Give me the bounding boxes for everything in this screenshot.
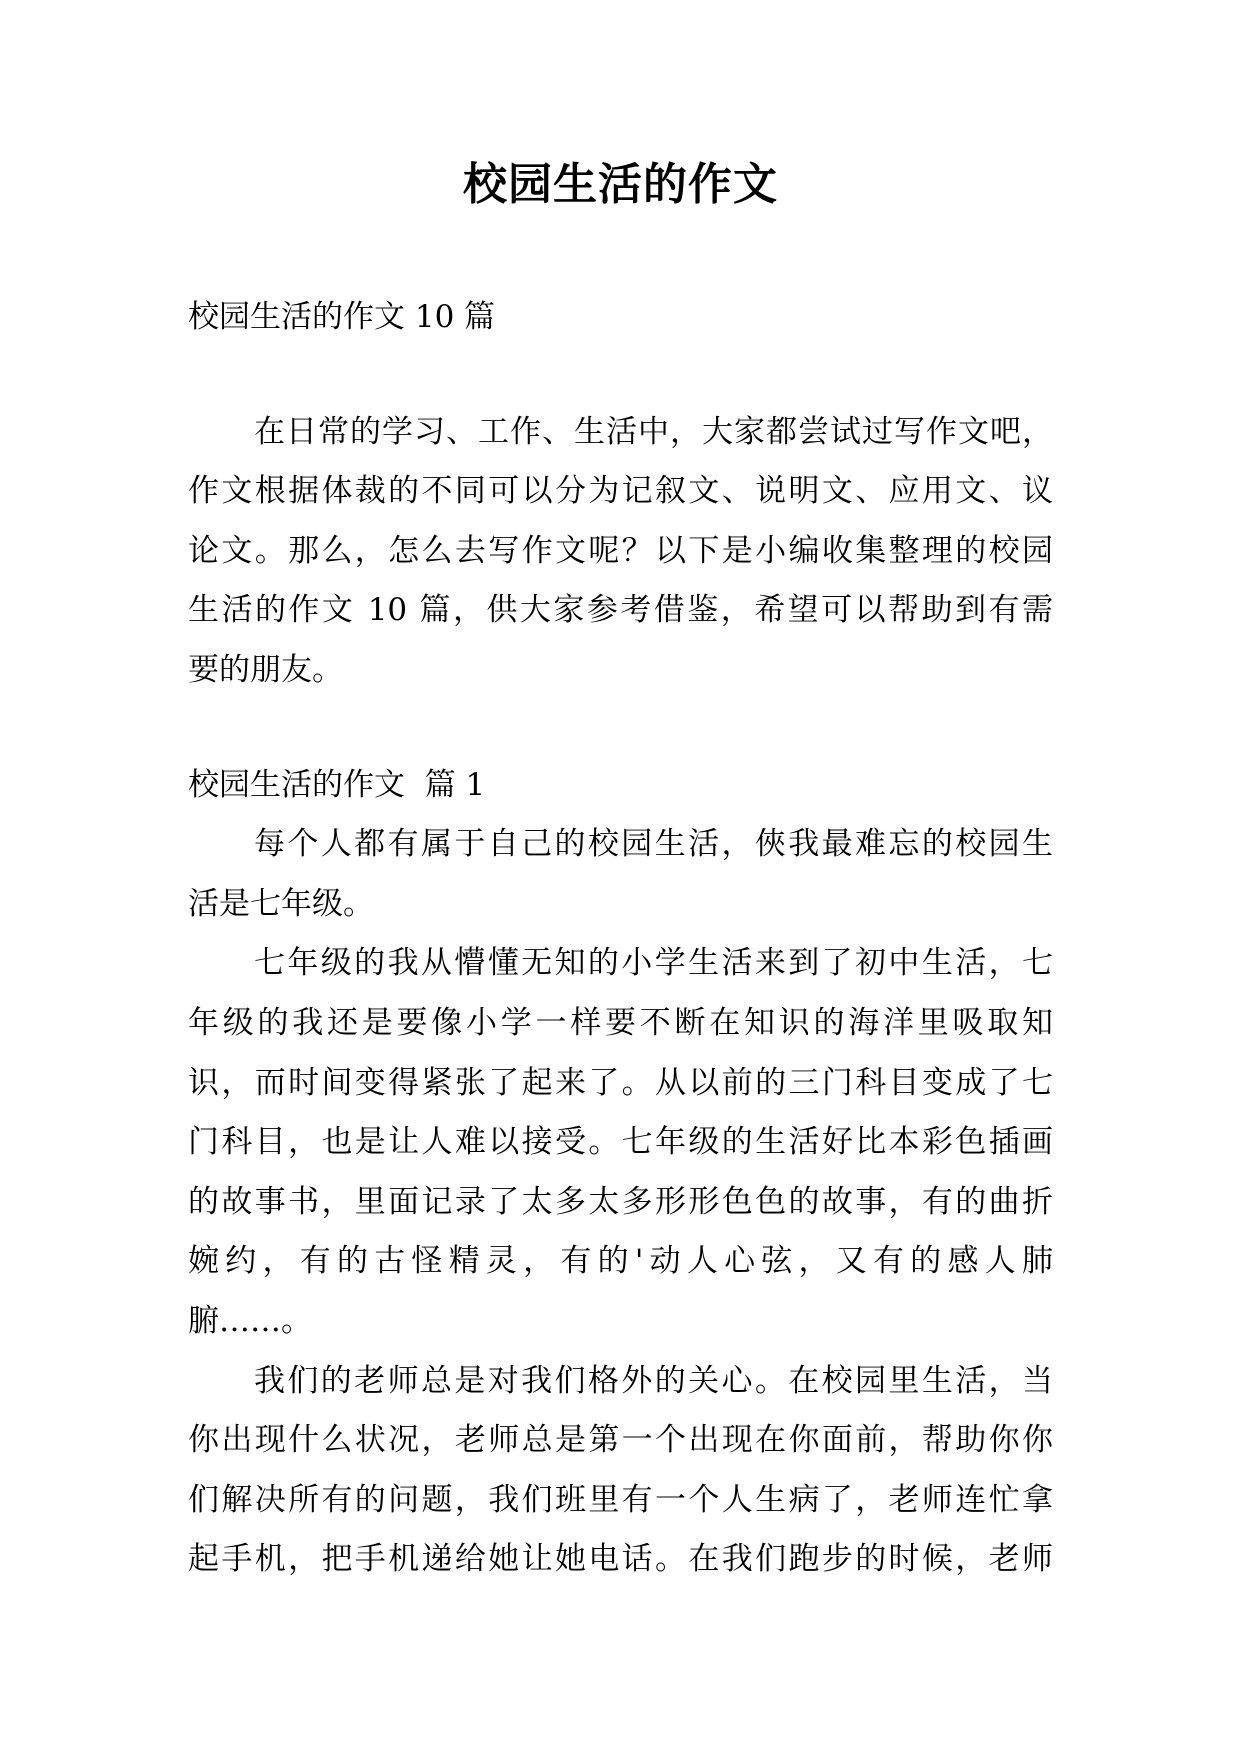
- section: [188, 756, 1053, 1590]
- document-body: [188, 288, 1053, 1590]
- document-subtitle: 校园生活的作文 10 篇: [188, 299, 496, 335]
- paragraph-line: 们解决所有的问题，我们班里有一个人生病了，老师连忙拿: [188, 1481, 1053, 1518]
- blank-line: [188, 348, 1053, 403]
- paragraph-line: 作文根据体裁的不同可以分为记叙文、说明文、应用文、议: [188, 473, 1053, 510]
- paragraph-line: 要的朋友。: [188, 651, 343, 688]
- paragraph: [188, 815, 1053, 934]
- blank-line: [188, 701, 1053, 756]
- paragraph-line: 你出现什么状况，老师总是第一个出现在你面前，帮助你你: [188, 1422, 1053, 1459]
- paragraph-line: 生活的作文 10 篇，供大家参考借鉴，希望可以帮助到有需: [188, 592, 1053, 629]
- paragraph-line: 腑……。: [188, 1302, 312, 1339]
- paragraph-line: 在日常的学习、工作、生活中，大家都尝试过写作文吧，: [254, 413, 1053, 450]
- paragraph-line: 起手机，把手机递给她让她电话。在我们跑步的时候，老师: [188, 1541, 1053, 1578]
- paragraph-line: 的故事书，里面记录了太多太多形形色色的故事，有的曲折: [188, 1183, 1053, 1220]
- paragraph-line: 我们的老师总是对我们格外的关心。在校园里生活，当: [254, 1362, 1053, 1399]
- paragraph-line: 门科目，也是让人难以接受。七年级的生活好比本彩色插画: [188, 1124, 1053, 1161]
- paragraph: [188, 934, 1053, 1351]
- paragraph: [188, 1352, 1053, 1590]
- paragraph-line: 论文。那么，怎么去写作文呢？以下是小编收集整理的校园: [188, 532, 1053, 569]
- paragraph-line: 活是七年级。: [188, 885, 374, 922]
- paragraph-line: 年级的我还是要像小学一样要不断在知识的海洋里吸取知: [188, 1004, 1053, 1041]
- paragraph-line: 七年级的我从懵懂无知的小学生活来到了初中生活，七: [254, 945, 1053, 982]
- paragraph-line: 婉约，有的古怪精灵，有的'动人心弦，又有的感人肺: [188, 1243, 1053, 1280]
- document-title: 校园生活的作文: [463, 159, 778, 210]
- section-heading: 校园生活的作文 篇 1: [188, 766, 486, 803]
- paragraph-line: 识，而时间变得紧张了起来了。从以前的三门科目变成了七: [188, 1064, 1053, 1101]
- paragraph-line: 每个人都有属于自己的校园生活，俠我最难忘的校园生: [254, 826, 1053, 863]
- intro-paragraph: [188, 403, 1053, 701]
